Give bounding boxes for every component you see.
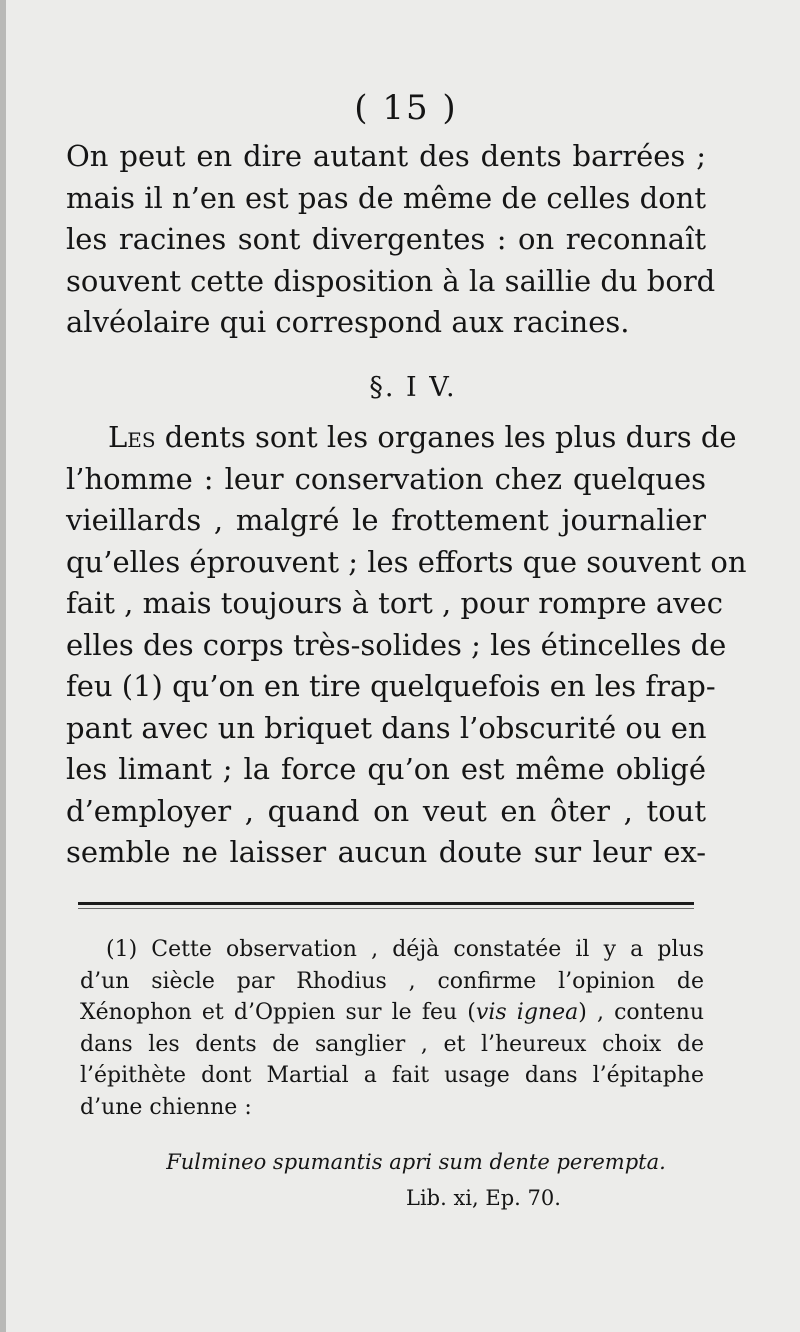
quote-source: Lib. xi, Ep. 70. <box>406 1186 561 1210</box>
footnote-text: Xénophon et d’Oppien sur le feu ( <box>80 1000 476 1025</box>
footnote-rule <box>78 902 694 905</box>
text-line: semble ne laisser aucun doute sur leur ex- <box>66 835 706 869</box>
text-line: feu (1) qu’on en tire quelquefois en les frap- <box>66 669 716 703</box>
footnote-rule-thin <box>78 908 694 909</box>
footnote <box>80 934 704 1123</box>
text-line-rest: dents sont les organes les plus durs de <box>155 420 737 454</box>
page-number: ( 15 ) <box>354 88 458 128</box>
text-line: pant avec un briquet dans l’obscurité ou en <box>66 710 707 745</box>
footnote-line: (1) Cette observation , déjà constatée il y a plus <box>106 937 704 962</box>
text-line: fait , mais toujours à tort , pour rompre avec <box>66 586 723 620</box>
footnote-line: l’épithète dont Martial a fait usage dans l’épitaphe <box>80 1063 704 1088</box>
footnote-line <box>80 997 704 1029</box>
text-line: vieillards , malgré le frottement journalier <box>66 503 706 537</box>
text-line: On peut en dire autant des dents barrées ; <box>66 139 706 173</box>
text-line: mais il n’en est pas de même de celles dont <box>66 180 706 215</box>
text-line: alvéolaire qui correspond aux racines. <box>66 305 630 339</box>
footnote-line: dans les dents de sanglier , et l’heureux choix de <box>80 1031 704 1057</box>
text-line: d’employer , quand on veut en ôter , tout <box>66 793 706 828</box>
paragraph-2 <box>66 417 747 874</box>
drop-word: Les <box>108 420 156 454</box>
text-line: qu’elles éprouvent ; les efforts que souvent on <box>66 544 747 579</box>
text-line: l’homme : leur conservation chez quelques <box>66 461 706 496</box>
footnote-line: d’un siècle par Rhodius , confirme l’opinion de <box>80 968 704 994</box>
footnote-text: ) , contenu <box>578 1000 705 1025</box>
paragraph-1 <box>66 136 716 344</box>
text-line: souvent cette disposition à la saillie du bord <box>66 263 716 298</box>
text-line-first <box>66 417 737 459</box>
text-line: les limant ; la force qu’on est même obligé <box>66 752 706 786</box>
section-heading: §. I V. <box>369 372 457 403</box>
latin-quote: Fulmineo spumantis apri sum dente perempta. <box>166 1150 666 1174</box>
footnote-italic: vis ignea <box>475 1000 579 1025</box>
text-line: les racines sont divergentes : on reconnaît <box>66 222 706 256</box>
text-line: elles des corps très-solides ; les étincelles de <box>66 627 727 662</box>
footnote-line: d’une chienne : <box>80 1094 252 1120</box>
